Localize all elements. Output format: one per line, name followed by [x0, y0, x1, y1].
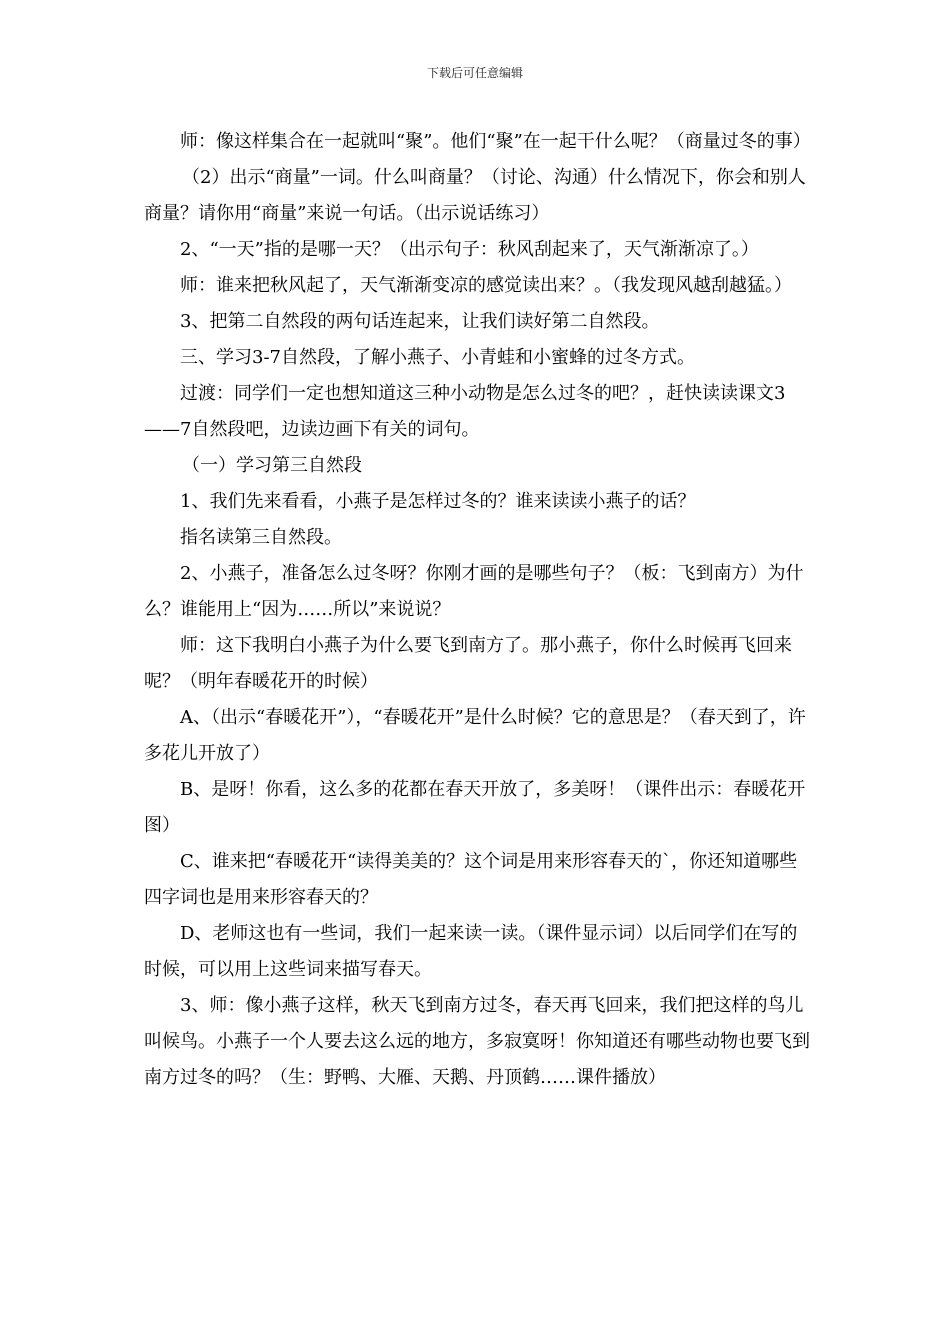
paragraph: （2）出示“商量”一词。什么叫商量？（讨论、沟通）什么情况下，你会和别人商量？请你用“商量”来说一句话。（出示说话练习）: [144, 167, 806, 224]
paragraph: 1、我们先来看看，小燕子是怎样过冬的？谁来读读小燕子的话？: [180, 491, 696, 512]
paragraph: 2、小燕子，准备怎么过冬呀？你刚才画的是哪些句子？（板：飞到南方）为什么？谁能用上“因为……所以”来说说？: [144, 563, 804, 620]
paragraph: 3、把第二自然段的两句话连起来，让我们读好第二自然段。: [180, 311, 660, 332]
page-header: 下载后可任意编辑: [426, 66, 523, 80]
paragraph: 过渡：同学们一定也想知道这三种小动物是怎么过冬的吧？，赶快读读课文3——7自然段吧，边读边画下有关的词句。: [144, 383, 786, 440]
paragraph: B、是呀！你看，这么多的花都在春天开放了，多美呀！（课件出示：春暖花开图）: [144, 779, 806, 836]
paragraph: 指名读第三自然段。: [180, 527, 342, 548]
paragraph: D、老师这也有一些词，我们一起来读一读。（课件显示词）以后同学们在写的时候，可以用上这些词来描写春天。: [144, 923, 798, 980]
paragraph: C、谁来把“春暖花开“读得美美的？这个词是用来形容春天的`，你还知道哪些四字词也是用来形容春天的？: [144, 851, 798, 908]
section-heading: （一）学习第三自然段: [182, 455, 362, 476]
paragraph: 师：这下我明白小燕子为什么要飞到南方了。那小燕子，你什么时候再飞回来呢？（明年春暖花开的时候）: [144, 635, 792, 692]
paragraph: 2、“一天”指的是哪一天？（出示句子：秋风刮起来了，天气渐渐凉了。）: [180, 239, 759, 260]
paragraph: 3、师：像小燕子这样，秋天飞到南方过冬，春天再飞回来，我们把这样的鸟儿叫候鸟。小燕子一个人要去这么远的地方，多寂寞呀！你知道还有哪些动物也要飞到南方过冬的吗？（生：野鸭、大雁、天鹅、丹顶鹤……课件播放）: [144, 995, 810, 1088]
document-body: [144, 124, 812, 1096]
paragraph: 师：像这样集合在一起就叫“聚”。他们“聚”在一起干什么呢？（商量过冬的事）: [180, 131, 811, 152]
paragraph: A、（出示“春暖花开”），“春暖花开”是什么时候？它的意思是？（春天到了，许多花儿开放了）: [144, 707, 806, 764]
paragraph: 三、学习3-7自然段，了解小燕子、小青蛙和小蜜蜂的过冬方式。: [180, 347, 695, 368]
paragraph: 师：谁来把秋风起了，天气渐渐变凉的感觉读出来？。（我发现风越刮越猛。）: [180, 275, 792, 296]
